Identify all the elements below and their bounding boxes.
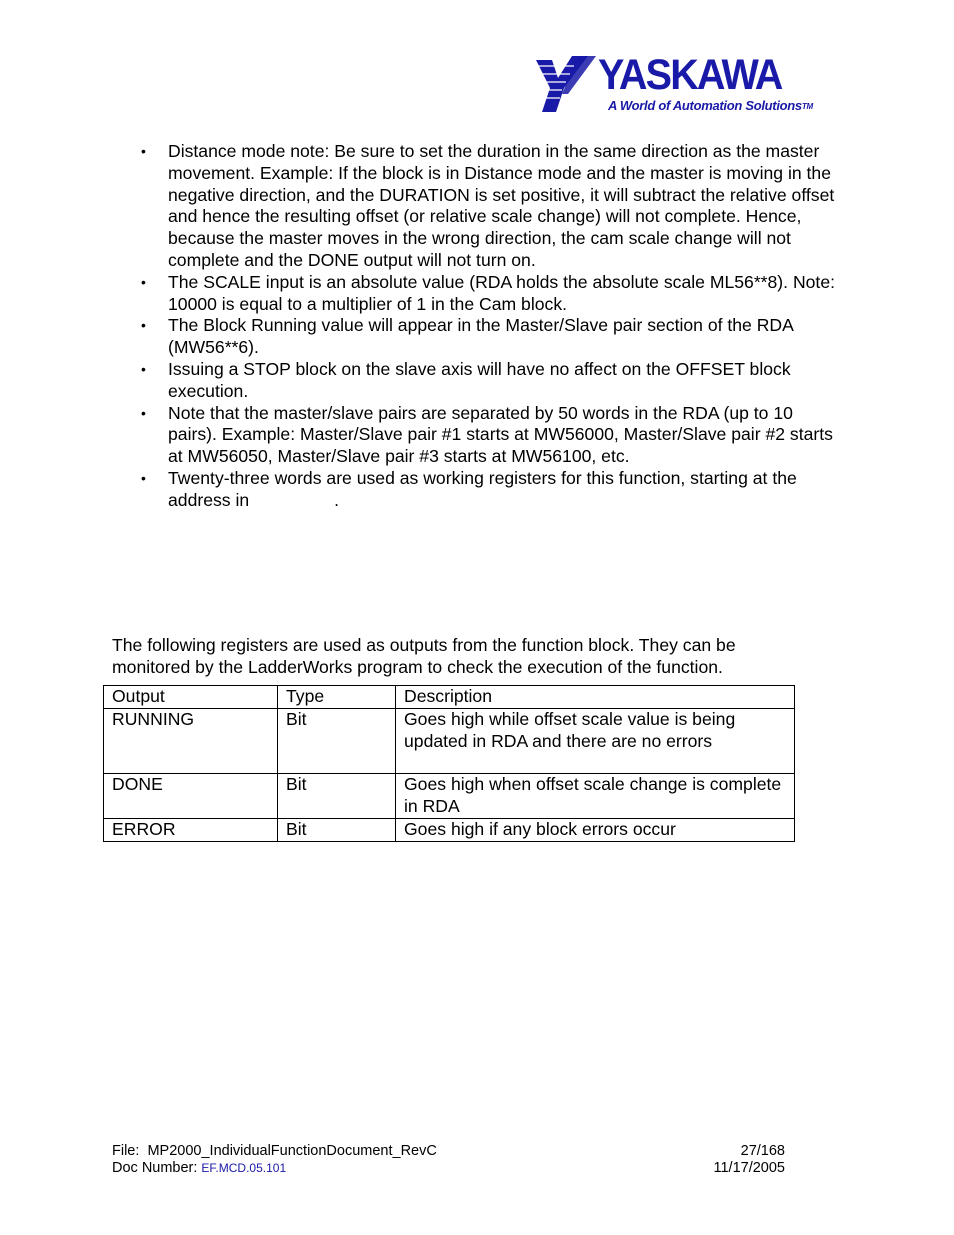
logo-trademark: TM [801, 102, 813, 111]
table-row [104, 819, 795, 842]
notes-list [138, 141, 844, 512]
table-cell: Goes high if any block errors occur [396, 819, 795, 842]
list-item: • Note that the master/slave pairs are separated by 50 words in the RDA (up to 10 pairs). Example: Master/Slave pair #1 starts at MW56000, Master/Slave pair #2 starts at MW56050, Master/Slave pair #3 starts at MW56100, etc. [138, 403, 844, 468]
page-number: 27/168 [740, 1143, 785, 1159]
footer-file-name: MP2000_IndividualFunctionDocument_RevC [147, 1143, 437, 1159]
outputs-intro: The following registers are used as outputs from the function block. They can be monitored by the LadderWorks program to check the execution of the function. [112, 635, 736, 677]
table-cell: Bit [278, 709, 396, 774]
logo-tagline [608, 98, 813, 113]
footer-file [112, 1143, 437, 1160]
footer-doc-label: Doc Number: [112, 1160, 198, 1176]
table-row [104, 709, 795, 774]
footer-date: 11/17/2005 [713, 1160, 785, 1176]
table-cell: DONE [104, 774, 278, 819]
table-header-cell: Output [104, 686, 278, 709]
list-item: • The Block Running value will appear in the Master/Slave pair section of the RDA (MW56**6). [138, 315, 844, 359]
table-cell: RUNNING [104, 709, 278, 774]
table-header-cell: Description [396, 686, 795, 709]
table-row [104, 774, 795, 819]
yaskawa-swoosh-icon [534, 54, 602, 112]
table-cell: ERROR [104, 819, 278, 842]
footer-doc-value: EF.MCD.05.101 [201, 1161, 287, 1175]
logo-brand-text: YASKAWA [598, 51, 782, 99]
list-item-end: . [334, 489, 339, 510]
table-cell: Bit [278, 819, 396, 842]
table-cell: Goes high while offset scale value is being updated in RDA and there are no errors [396, 709, 795, 774]
list-item: • Distance mode note: Be sure to set the duration in the same direction as the master movement. Example: If the block is in Distance mode and the master is moving in the negative direction, and the DURATION is set positive, it will subtract the relative offset and hence the resulting offset (or relative scale change) will not complete. Hence, because the master moves in the wrong direction, the cam scale change will not complete and the DONE output will not turn on. [138, 141, 844, 272]
list-item-text: Twenty-three words are used as working registers for this function, starting at the address in [168, 467, 797, 510]
yaskawa-logo [534, 52, 824, 118]
table-header-row [104, 686, 795, 709]
logo-tagline-text: A World of Automation Solutions [608, 98, 802, 113]
list-item: • The SCALE input is an absolute value (RDA holds the absolute scale ML56**8). Note: 10000 is equal to a multiplier of 1 in the Cam block. [138, 272, 844, 316]
table-cell: Bit [278, 774, 396, 819]
list-item [138, 468, 844, 512]
outputs-table [103, 685, 795, 842]
list-item: • Issuing a STOP block on the slave axis will have no affect on the OFFSET block execution. [138, 359, 844, 403]
table-cell: Goes high when offset scale change is complete in RDA [396, 774, 795, 819]
footer-left [112, 1143, 437, 1177]
footer-right [714, 1143, 786, 1177]
footer-file-label: File: [112, 1143, 140, 1159]
table-header-cell: Type [278, 686, 396, 709]
footer-doc-number [112, 1160, 437, 1177]
